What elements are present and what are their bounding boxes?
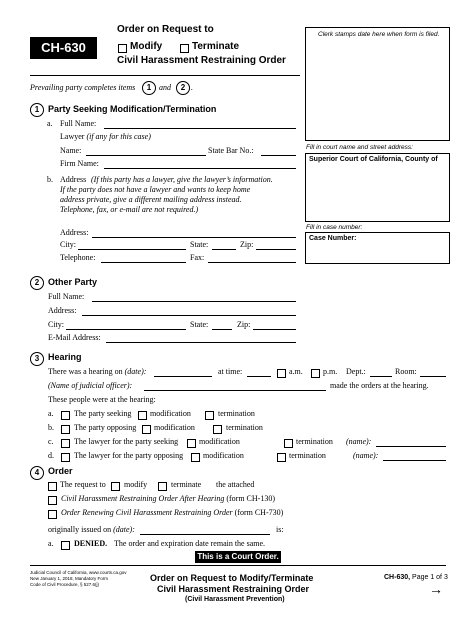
s3-row-a-checkbox[interactable]: [61, 411, 70, 420]
s1-telephone-label: Telephone:: [60, 253, 96, 262]
s3-row-a-term: termination: [218, 409, 255, 418]
section3-number-icon: 3: [30, 352, 44, 366]
s1-zip-label: Zip:: [240, 240, 254, 249]
s1-address-note-3: address private, give a different mailing address instead.: [60, 195, 242, 204]
clerk-stamp-note: Clerk stamps date here when form is filed.: [318, 31, 440, 38]
s1-street-label: Address:: [60, 228, 89, 237]
s3-room-field[interactable]: [420, 376, 446, 377]
form-id-badge: CH-630: [30, 37, 97, 59]
s3-row-c-letter: c.: [48, 437, 54, 446]
s1-lawyer-note: (if any for this case): [86, 132, 151, 141]
section2-title: Other Party: [48, 277, 98, 287]
s4-originally-label: originally issued on (date):: [48, 525, 135, 534]
s1-address-note-4: Telephone, fax, or e-mail are not required.): [60, 205, 199, 214]
footer-page-number: Page 1 of 3: [412, 574, 448, 581]
court-label: Fill in court name and street address:: [306, 144, 413, 151]
s3-row-c-term-checkbox[interactable]: [284, 439, 293, 448]
s4-denied-note: The order and expiration date remain the same.: [114, 539, 266, 548]
s1-telephone-field[interactable]: [101, 262, 186, 263]
s1-firm-label: Firm Name:: [60, 159, 99, 168]
s3-pm-label: p.m.: [323, 367, 338, 376]
s3-pm-checkbox[interactable]: [311, 369, 320, 378]
s3-row-c-mod: modification: [199, 437, 240, 446]
s3-dept-label: Dept.:: [346, 367, 366, 376]
s1-firm-field[interactable]: [104, 168, 296, 169]
form-title-line1: Order on Request to: [117, 24, 214, 35]
s4-terminate-checkbox[interactable]: [158, 482, 167, 491]
s4-renewing-form: (form CH-730): [234, 508, 284, 517]
s3-row-d-name-field[interactable]: [383, 460, 446, 461]
s3-hearing-date-field[interactable]: [154, 376, 212, 377]
s3-row-a-mod: modification: [150, 409, 191, 418]
terminate-title-label: Terminate: [192, 41, 240, 52]
s3-present-label: These people were at the hearing:: [48, 395, 156, 404]
s3-row-c-checkbox[interactable]: [61, 439, 70, 448]
s4-renewing-checkbox[interactable]: [48, 510, 57, 519]
s4-request-checkbox[interactable]: [48, 482, 57, 491]
s2-address-field[interactable]: [82, 315, 296, 316]
s2-address-label: Address:: [48, 306, 77, 315]
header-rule: [30, 75, 300, 76]
next-page-arrow-icon[interactable]: →: [429, 581, 443, 597]
footer-title1: Order on Request to Modify/Terminate: [150, 573, 314, 583]
s3-am-label: a.m.: [289, 367, 303, 376]
case-number-label: Case Number:: [309, 235, 357, 242]
s2-city-field[interactable]: [66, 329, 186, 330]
s3-row-b-party: The party opposing: [74, 423, 137, 432]
s1-b-letter: b.: [47, 175, 53, 184]
s3-dept-field[interactable]: [370, 376, 392, 377]
s1-state-field[interactable]: [212, 249, 236, 250]
s2-email-label: E-Mail Address:: [48, 333, 101, 342]
s3-row-d-mod-checkbox[interactable]: [191, 453, 200, 462]
section4-title: Order: [48, 466, 73, 476]
s3-made-orders: made the orders at the hearing.: [330, 381, 429, 390]
s3-row-a-mod-checkbox[interactable]: [138, 411, 147, 420]
s1-name-label: Name:: [60, 146, 82, 155]
s4-is-label: is:: [276, 525, 284, 534]
s2-zip-field[interactable]: [253, 329, 296, 330]
section2-number-icon: 2: [30, 276, 44, 290]
clerk-stamp-box: [305, 27, 450, 141]
s4-after-hearing-checkbox[interactable]: [48, 496, 57, 505]
s3-room-label: Room:: [395, 367, 417, 376]
s4-terminate-label: terminate: [171, 480, 202, 489]
s1-fax-field[interactable]: [208, 262, 296, 263]
s1-address-note-2: If the party does not have a lawyer and wants to keep home: [60, 185, 251, 194]
modify-title-label: Modify: [130, 41, 163, 52]
court-box[interactable]: [305, 153, 450, 222]
s3-row-a-party: The party seeking: [74, 409, 132, 418]
s3-row-d-name-label: (name):: [353, 451, 379, 460]
s3-time-field[interactable]: [247, 376, 271, 377]
instruction-line: [30, 83, 135, 92]
s3-row-d-term: termination: [289, 451, 326, 460]
s1-zip-field[interactable]: [256, 249, 296, 250]
section1-title: Party Seeking Modification/Termination: [48, 104, 217, 114]
s1-city-field[interactable]: [78, 249, 186, 250]
s3-time-label: at time:: [218, 367, 243, 376]
s3-hearing-date-note: (date):: [124, 367, 147, 376]
court-name: Superior Court of California, County of: [309, 156, 438, 163]
s1-full-name-label: Full Name:: [60, 119, 97, 128]
footer-code: Code of Civil Procedure, § 527.6(j): [30, 582, 100, 587]
instruction-post: .: [191, 83, 193, 92]
terminate-title-checkbox[interactable]: [180, 44, 189, 53]
s3-row-a-letter: a.: [48, 409, 54, 418]
s3-row-d-checkbox[interactable]: [61, 453, 70, 462]
s3-row-c-name-field[interactable]: [376, 446, 446, 447]
s1-address-note-1: (If this party has a lawyer, give the lawyer’s information.: [91, 175, 273, 184]
s3-row-d-party: The lawyer for the party opposing: [74, 451, 184, 460]
s4-a-letter: a.: [48, 539, 54, 548]
s1-city-label: City:: [60, 240, 77, 249]
s3-am-checkbox[interactable]: [277, 369, 286, 378]
s4-request-to: The request to: [60, 480, 106, 489]
footer-council: Judicial Council of California, www.courts.ca.gov: [30, 570, 127, 575]
s3-judicial-label: (Name of judicial officer):: [48, 381, 133, 390]
s3-row-b-checkbox[interactable]: [61, 425, 70, 434]
court-order-banner: This is a Court Order.: [195, 551, 281, 563]
footer-revised: New January 1, 2018, Mandatory Form: [30, 576, 109, 581]
s3-row-b-term: termination: [226, 423, 263, 432]
case-label: Fill in case number:: [306, 224, 363, 231]
s3-row-d-letter: d.: [48, 451, 54, 460]
s1-full-name-field[interactable]: [104, 128, 296, 129]
s2-full-name-field[interactable]: [92, 301, 296, 302]
s1-address-label: Address: [60, 175, 87, 184]
s3-row-b-letter: b.: [48, 423, 54, 432]
modify-title-checkbox[interactable]: [118, 44, 127, 53]
s1-lawyer-label: Lawyer (if any for this case): [60, 132, 151, 141]
s1-street-field[interactable]: [92, 237, 296, 238]
form-title-line3: Civil Harassment Restraining Order: [117, 55, 286, 66]
s3-row-d-term-checkbox[interactable]: [277, 453, 286, 462]
s2-email-field[interactable]: [106, 342, 296, 343]
footer-title2: Civil Harassment Restraining Order: [157, 584, 310, 594]
s3-hearing-on-label: There was a hearing on (date):: [48, 367, 147, 376]
s1-fax-label: Fax:: [190, 253, 205, 262]
section3-title: Hearing: [48, 352, 82, 362]
s3-row-d-mod: modification: [203, 451, 244, 460]
s3-row-b-mod: modification: [154, 423, 195, 432]
case-box[interactable]: [305, 232, 450, 264]
s4-renewing-label: Order Renewing Civil Harassment Restraining Order (form CH-730): [61, 508, 284, 517]
s3-row-a-term-checkbox[interactable]: [205, 411, 214, 420]
s3-row-c-name-label: (name):: [346, 437, 372, 446]
footer-page: [384, 574, 448, 581]
s2-state-field[interactable]: [212, 329, 232, 330]
section1-number-icon: 1: [30, 103, 44, 117]
s1-bar-no-field[interactable]: [261, 155, 296, 156]
s4-modify-checkbox[interactable]: [111, 482, 120, 491]
s3-judicial-field[interactable]: [144, 390, 326, 391]
s2-zip-label: Zip:: [237, 320, 251, 329]
s1-state-label: State:: [190, 240, 209, 249]
s4-after-hearing-form: (form CH-130): [226, 494, 275, 503]
s2-city-label: City:: [48, 320, 65, 329]
instruction-pre: Prevailing party completes items: [30, 83, 136, 92]
s1-lawyer-name-field[interactable]: [86, 155, 206, 156]
instruction-item1-icon: 1: [142, 81, 156, 95]
s2-full-name-label: Full Name:: [48, 292, 85, 301]
s4-original-date-field[interactable]: [140, 534, 270, 535]
footer-title3: (Civil Harassment Prevention): [185, 596, 285, 603]
s2-state-label: State:: [190, 320, 209, 329]
footer-rule: [30, 565, 446, 566]
s4-modify-label: modify: [124, 480, 148, 489]
s4-the-attached: the attached: [216, 480, 255, 489]
s4-denied-checkbox[interactable]: [61, 541, 70, 550]
footer-form-no: CH-630,: [384, 574, 411, 581]
s3-row-c-term: termination: [296, 437, 333, 446]
s3-row-b-mod-checkbox[interactable]: [142, 425, 151, 434]
instruction-and: and: [159, 83, 171, 92]
s1-a-letter: a.: [47, 119, 53, 128]
s4-denied-label: DENIED.: [74, 539, 108, 548]
s3-row-b-term-checkbox[interactable]: [213, 425, 222, 434]
s4-after-hearing-label: Civil Harassment Restraining Order After Hearing (form CH-130): [61, 494, 275, 503]
instruction-item2-icon: 2: [176, 81, 190, 95]
section4-number-icon: 4: [30, 466, 44, 480]
s1-bar-no-label: State Bar No.:: [208, 146, 254, 155]
s4-date-note: (date):: [113, 525, 135, 534]
s3-row-c-party: The lawyer for the party seeking: [74, 437, 179, 446]
s3-row-c-mod-checkbox[interactable]: [187, 439, 196, 448]
